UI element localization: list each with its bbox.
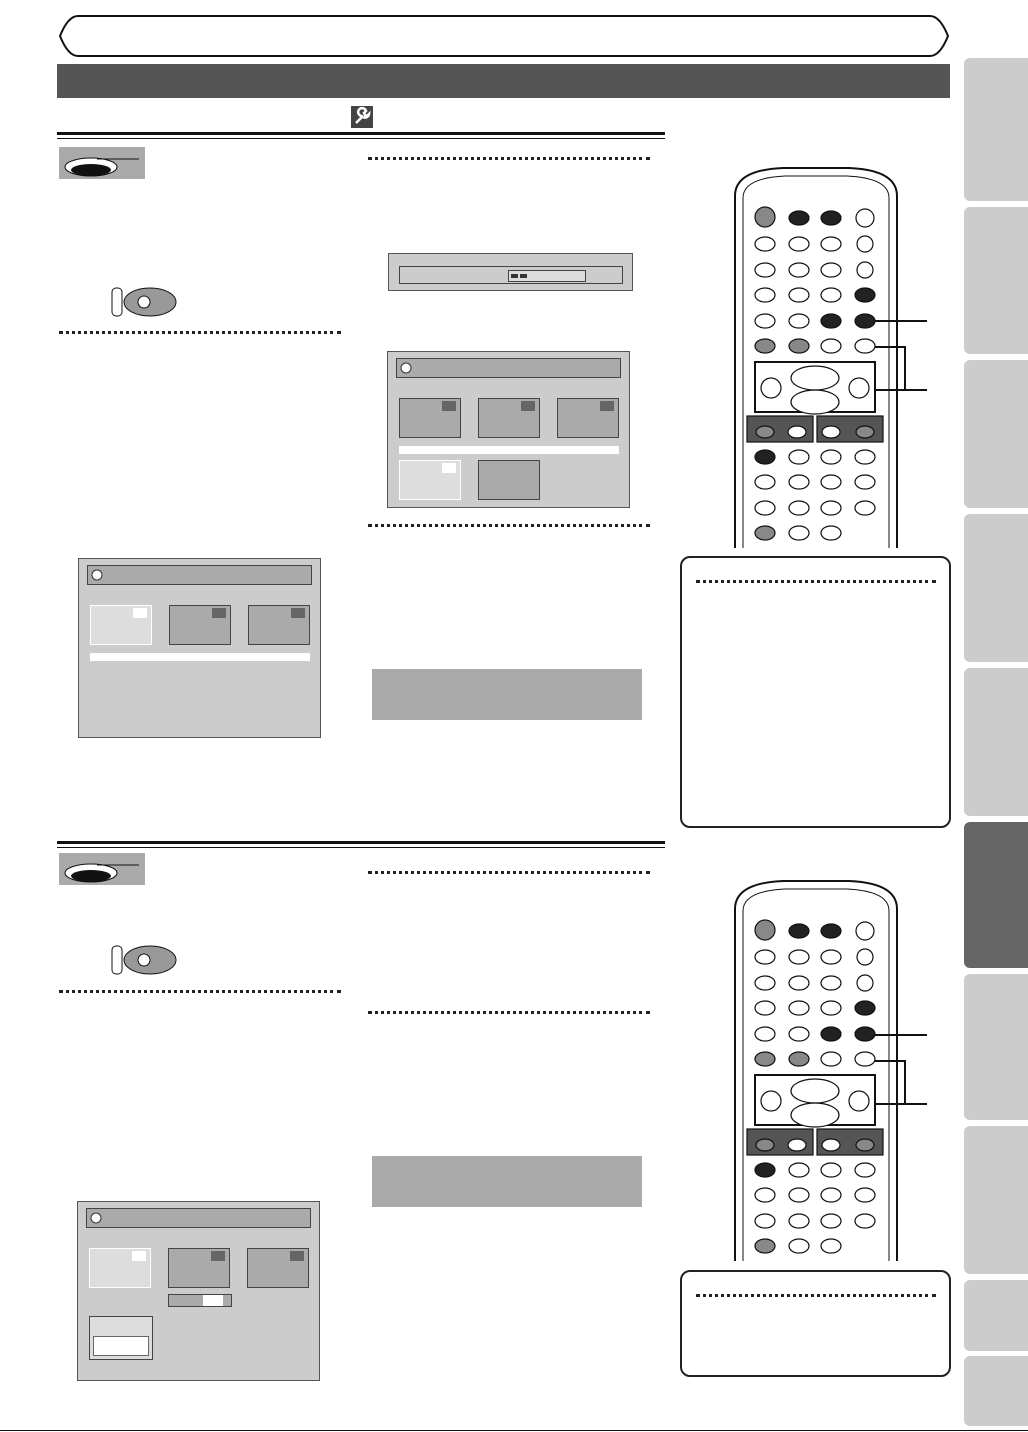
chapter-tab[interactable] — [964, 974, 1028, 1120]
callout-line — [875, 346, 905, 348]
wrench-icon — [351, 106, 373, 128]
title-thumbnail[interactable] — [248, 605, 310, 645]
title-list-screen — [77, 1201, 320, 1381]
progress-bar — [399, 266, 623, 284]
title-thumbnail-selected[interactable] — [89, 1248, 151, 1288]
section-rule-bottom — [57, 841, 665, 844]
screen-header — [87, 565, 312, 585]
chapter-tab[interactable] — [964, 207, 1028, 354]
chapter-banner — [0, 0, 1028, 60]
callout-line — [875, 389, 927, 391]
disc-icon — [59, 853, 145, 885]
section-title-bar — [57, 64, 950, 98]
chapter-tab[interactable] — [964, 360, 1028, 508]
selection-bar — [90, 653, 310, 661]
popup-menu[interactable] — [89, 1316, 153, 1360]
step-separator — [59, 990, 341, 993]
title-thumbnail[interactable] — [169, 605, 231, 645]
page-bottom-rule — [0, 1430, 1028, 1431]
section-rule-bottom-thin — [57, 847, 665, 848]
title-thumbnail[interactable] — [247, 1248, 309, 1288]
disc-icon — [59, 147, 145, 179]
title-thumbnail[interactable] — [478, 460, 540, 500]
callout-line — [875, 1103, 927, 1105]
disc-badge — [59, 147, 145, 179]
callout-line — [904, 346, 906, 390]
submenu-bar — [168, 1294, 232, 1307]
chapter-tab[interactable] — [964, 514, 1028, 662]
remote-disc-icon — [108, 942, 178, 978]
screen-header — [86, 1208, 311, 1228]
disc-icon — [91, 569, 103, 581]
title-list-screen — [387, 351, 630, 508]
title-list-screen — [78, 558, 321, 738]
disc-icon — [90, 1212, 102, 1224]
note-panel — [680, 1270, 951, 1377]
note-box — [372, 1156, 642, 1207]
callout-line — [875, 1060, 905, 1062]
chapter-tab[interactable] — [964, 58, 1028, 201]
note-panel — [680, 556, 951, 828]
section-rule-top-thin — [57, 138, 665, 139]
progress-screen — [388, 253, 633, 291]
chapter-tab[interactable] — [964, 1126, 1028, 1274]
callout-line — [875, 1034, 927, 1036]
chapter-tab[interactable] — [964, 668, 1028, 816]
step-separator — [368, 157, 650, 160]
screen-header — [396, 358, 621, 378]
remote-control — [733, 879, 899, 1261]
selection-bar — [399, 446, 619, 454]
title-thumbnail-selected[interactable] — [399, 460, 461, 500]
disc-badge — [59, 853, 145, 885]
disc-icon — [400, 362, 412, 374]
title-thumbnail[interactable] — [478, 398, 540, 438]
callout-line — [875, 320, 927, 322]
title-thumbnail-selected[interactable] — [90, 605, 152, 645]
section-rule-top — [57, 132, 665, 135]
chapter-tab[interactable] — [964, 1356, 1028, 1426]
title-thumbnail[interactable] — [399, 398, 461, 438]
step-separator — [368, 1011, 650, 1014]
chapter-tab[interactable] — [964, 1280, 1028, 1351]
remote-control — [733, 166, 899, 548]
step-separator — [59, 331, 341, 334]
step-separator — [368, 871, 650, 874]
title-thumbnail[interactable] — [168, 1248, 230, 1288]
title-thumbnail[interactable] — [557, 398, 619, 438]
remote-disc-icon — [108, 284, 178, 320]
step-separator — [368, 524, 650, 527]
note-box — [372, 669, 642, 720]
chapter-tab-active[interactable] — [964, 822, 1028, 968]
callout-line — [904, 1060, 906, 1104]
